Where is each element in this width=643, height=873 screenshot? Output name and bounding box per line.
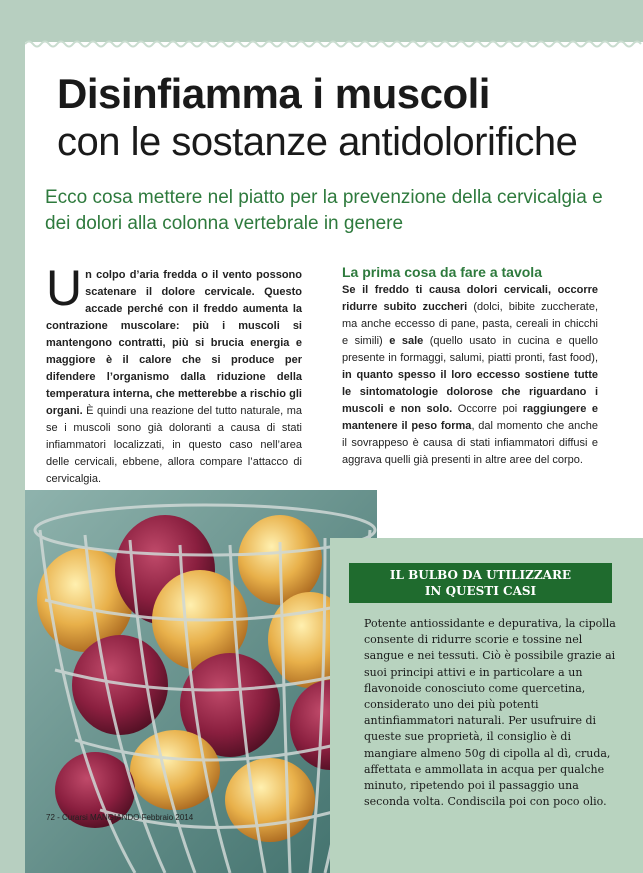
drop-cap: U (46, 260, 83, 316)
col2-text-4: , dal momento che anche il sovrappeso è causa di stati infiammatori diffusi e aggrava quelli già presenti in altre aree del corpo. (342, 420, 598, 466)
column-left (46, 260, 302, 488)
col2-text-2: (quello usato in cucina e quello presente in formaggi, salumi, piatti pronti, fast food), (342, 335, 598, 364)
intro-bold-text: n colpo d’aria fredda o il vento possono scatenare il dolore cervicale. Questo accade perché con il freddo aumenta la contrazione muscolare: più i muscoli si mantengono contratti, più si brucia energia e maggiore è il calore che si produce per difendere l’organismo dalla riduzione della temperatura interna, che metterebbe a rischio gli organi. (46, 269, 302, 417)
col2-bold-1: Se il freddo ti causa dolori cervicali, occorre ridurre subito zuccheri (342, 284, 598, 313)
col2-bold-3: in quanto spesso il loro eccesso sostiene tutte le sintomatologie dolorose che riguardano i muscoli e non solo. (342, 369, 598, 415)
wavy-border-decoration (25, 38, 643, 48)
article-title-line2: con le sostanze antidolorifiche (57, 120, 578, 164)
sidebar-box-heading (349, 563, 612, 603)
article-subtitle: Ecco cosa mettere nel piatto per la prevenzione della cervicalgia e dei dolori alla colonna vertebrale in genere (45, 187, 603, 234)
sidebar-heading-line2: IN QUESTI CASI (424, 584, 537, 598)
column-right (342, 282, 598, 469)
col2-text-3: Occorre poi (452, 403, 523, 415)
section-heading: La prima cosa da fare a tavola (342, 264, 542, 280)
col2-bold-4: raggiungere e mantenere il peso forma (342, 403, 599, 432)
sidebar-box-text: Potente antiossidante e depurativa, la cipolla consente di ridurre scorie e tossine nel sangue e nei tessuti. Ciò è possibile grazie ai suoi principi attivi e in particolare a un flavonoide conosciuto come quercetina, considerato uno dei più potenti antinfiammatori naturali. Per usufruire di queste sue proprietà, il consiglio è di mangiare almeno 50g di cipolla al dì, cruda, affettata e ammollata in acqua per qualche minuto, ripetendo poi il passaggio una seconda volta. Condiscila poi con poco olio. (364, 617, 616, 809)
sidebar-heading-line1: IL BULBO DA UTILIZZARE (389, 568, 572, 582)
page-footer: 72 - Curarsi MANGIANDO Febbraio 2014 (46, 813, 194, 822)
article-title-line1: Disinfiamma i muscoli (57, 70, 490, 117)
col2-bold-2: e sale (389, 335, 424, 347)
col2-text-1: (dolci, bibite zuccherate, ma anche eccesso di pane, pasta, cereali in chicchi e simili) (342, 301, 598, 347)
intro-text: È quindi una reazione del tutto naturale, ma se i muscoli sono già doloranti a causa di stati infiammatori localizzati, in questo caso nell’area delle cervicali, ebbene, allora compare l’attacco di cervicalgia. (46, 405, 302, 485)
